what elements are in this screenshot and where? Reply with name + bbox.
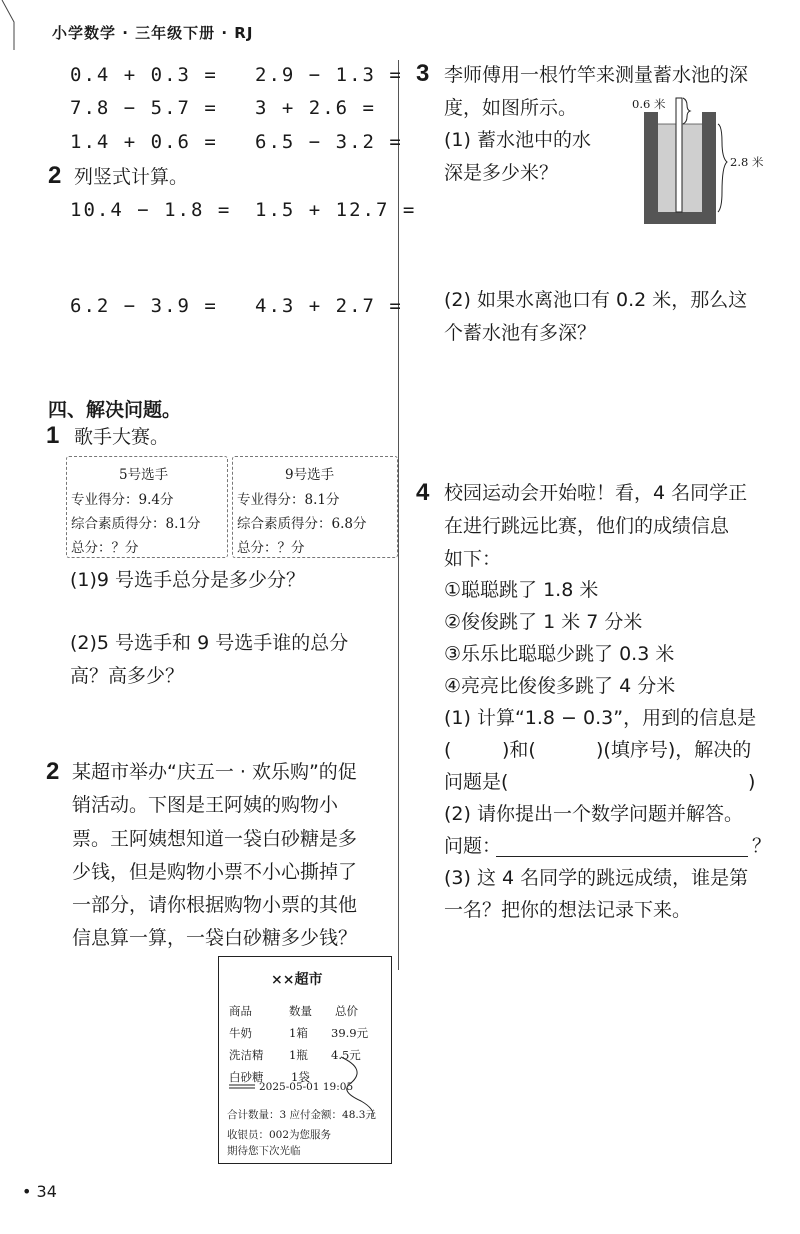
- receipt-header-qty: 数量: [289, 1004, 312, 1018]
- receipt-farewell: 期待您下次光临: [227, 1145, 301, 1157]
- receipt-header-item: 商品: [229, 1004, 252, 1018]
- q4-s1-blank1-open: (: [444, 739, 452, 761]
- fig-label-side: 2.8 米: [730, 155, 764, 169]
- fig-label-top: 0.6 米: [632, 97, 666, 111]
- q2-title: 列竖式计算。: [74, 166, 189, 188]
- receipt-header-price: 总价: [335, 1004, 358, 1018]
- contestant-5-card: [66, 456, 228, 558]
- q4-s2-question-label: 问题：: [444, 835, 502, 857]
- section-title: 四、解决问题。: [48, 399, 182, 421]
- p1-title: 歌手大赛。: [74, 426, 170, 448]
- q4-s1-problem-open: 问题是(: [444, 771, 509, 793]
- receipt-row-2-price: 4.5元: [331, 1048, 361, 1062]
- q4-line-2: 在进行跳远比赛，他们的成绩信息: [444, 515, 730, 537]
- q4-s1-blank2-open: )和(: [502, 739, 536, 761]
- p2-line-3: 票。王阿姨想知道一袋白砂糖是多: [72, 828, 358, 850]
- p1-sub1: (1)9 号选手总分是多少分？: [70, 569, 306, 591]
- page-number-dot: •: [22, 1182, 37, 1201]
- receipt-row-2-qty: 1瓶: [289, 1048, 308, 1062]
- oral-calc-2b: 3 + 2.6 =: [255, 97, 376, 119]
- receipt-store-name: ××超市: [271, 972, 323, 988]
- oral-calc-3a: 1.4 + 0.6 =: [70, 131, 218, 153]
- q2-calc-2a: 6.2 − 3.9 =: [70, 295, 218, 317]
- p2-line-2: 销活动。下图是王阿姨的购物小: [72, 794, 339, 816]
- page-header: 小学数学 · 三年级下册 · RJ: [52, 24, 254, 42]
- q2-calc-2b: 4.3 + 2.7 =: [255, 295, 403, 317]
- receipt-total: 合计数量：3 应付金额：48.3元: [227, 1109, 376, 1121]
- contestant-9-professional: 专业得分：8.1分: [237, 492, 340, 508]
- q3-sub1-line2: 深是多少米？: [444, 162, 559, 184]
- q2-calc-1a: 10.4 − 1.8 =: [70, 199, 232, 221]
- oral-calc-3b: 6.5 − 3.2 =: [255, 131, 403, 153]
- p2-line-6: 信息算一算，一袋白砂糖多少钱？: [72, 927, 358, 949]
- p2-line-1: 某超市举办“庆五一 · 欢乐购”的促: [72, 761, 357, 783]
- q3-sub2-line2: 个蓄水池有多深？: [444, 322, 597, 344]
- q4-item-2: ②俊俊跳了 1 米 7 分米: [444, 611, 643, 633]
- receipt-cashier: 收银员：002为您服务: [227, 1129, 332, 1141]
- page-number: [22, 1182, 57, 1201]
- receipt-row-1-item: 牛奶: [229, 1026, 252, 1040]
- contestant-9-quality: 综合素质得分：6.8分: [237, 516, 367, 532]
- column-divider: [398, 60, 399, 970]
- pool-diagram: [630, 92, 790, 232]
- shopping-receipt: [218, 956, 392, 1164]
- p1-sub2-line2: 高？高多少？: [70, 665, 185, 687]
- question-number-4: 4: [416, 479, 430, 506]
- q4-s2-question-mark: ？: [752, 835, 772, 857]
- contestant-9-card: [232, 456, 398, 558]
- page-corner-decoration: [0, 0, 30, 60]
- q4-s3-line2: 一名？把你的想法记录下来。: [444, 899, 692, 921]
- q4-line-1: 校园运动会开始啦！看，4 名同学正: [444, 482, 748, 504]
- q4-item-1: ①聪聪跳了 1.8 米: [444, 579, 599, 601]
- q3-line-2: 度，如图所示。: [444, 97, 578, 119]
- oral-calc-1a: 0.4 + 0.3 =: [70, 64, 218, 86]
- q4-line-3: 如下：: [444, 548, 502, 570]
- question-number-3: 3: [416, 60, 430, 87]
- q3-sub1-line1: (1) 蓄水池中的水: [444, 129, 591, 151]
- contestant-9-title: 9号选手: [285, 467, 335, 483]
- oral-calc-2a: 7.8 − 5.7 =: [70, 97, 218, 119]
- q4-item-3: ③乐乐比聪聪少跳了 0.3 米: [444, 643, 675, 665]
- q4-item-4: ④亮亮比俊俊多跳了 4 分米: [444, 675, 676, 697]
- contestant-5-title: 5号选手: [119, 467, 169, 483]
- q4-s2-line1: (2) 请你提出一个数学问题并解答。: [444, 803, 743, 825]
- q4-s3-line1: (3) 这 4 名同学的跳远成绩，谁是第: [444, 867, 749, 889]
- receipt-row-2-item: 洗洁精: [229, 1048, 264, 1062]
- question-number-2: 2: [48, 162, 62, 189]
- problem-number-2: 2: [46, 758, 60, 785]
- contestant-5-professional: 专业得分：9.4分: [71, 492, 174, 508]
- q2-calc-1b: 1.5 + 12.7 =: [255, 199, 417, 221]
- problem-number-1: 1: [46, 422, 60, 449]
- q4-s1-problem-close: ): [748, 771, 756, 793]
- receipt-row-3-qty: 1袋: [291, 1070, 310, 1084]
- q4-s1-tail: )(填序号)，解决的: [596, 739, 752, 761]
- receipt-row-1-price: 39.9元: [331, 1026, 369, 1040]
- p2-line-5: 一部分，请你根据购物小票的其他: [72, 894, 358, 916]
- p2-line-4: 少钱，但是购物小票不小心撕掉了: [72, 861, 358, 883]
- receipt-row-1-qty: 1箱: [289, 1026, 308, 1040]
- page-number-value: 34: [36, 1182, 57, 1201]
- contestant-5-total: 总分：？分: [71, 540, 139, 556]
- p1-sub2-line1: (2)5 号选手和 9 号选手谁的总分: [70, 632, 349, 654]
- contestant-5-quality: 综合素质得分：8.1分: [71, 516, 201, 532]
- q3-line-1: 李师傅用一根竹竿来测量蓄水池的深: [444, 64, 749, 86]
- receipt-datetime: 2025-05-01 19:05: [259, 1081, 354, 1093]
- receipt-row-3-item: 白砂糖: [229, 1070, 264, 1084]
- contestant-9-total: 总分：？分: [237, 540, 305, 556]
- q4-s2-answer-line[interactable]: [496, 856, 748, 857]
- q4-s1-line1: (1) 计算“1.8 − 0.3”，用到的信息是: [444, 707, 757, 729]
- q3-sub2-line1: (2) 如果水离池口有 0.2 米，那么这: [444, 289, 748, 311]
- oral-calc-1b: 2.9 − 1.3 =: [255, 64, 403, 86]
